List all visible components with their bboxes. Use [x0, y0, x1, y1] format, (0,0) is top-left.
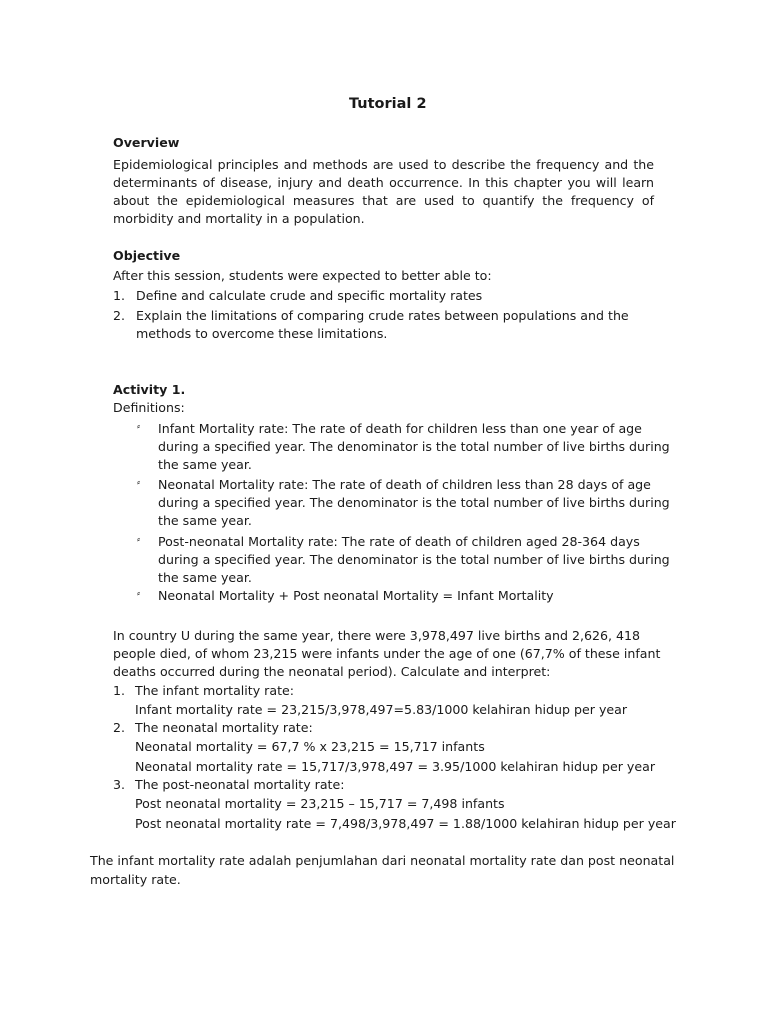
definition-1-line-3: the same year. — [158, 457, 252, 472]
question-2-number: 2. — [113, 720, 126, 735]
question-1-label: The infant mortality rate: — [135, 683, 295, 698]
definition-1-line-2: during a specified year. The denominator is the total number of live births during — [158, 439, 670, 454]
definition-4-line-1: Neonatal Mortality + Post neonatal Mortality = Infant Mortality — [158, 588, 554, 603]
overview-line-4: morbidity and mortality in a population. — [113, 211, 365, 226]
objective-item-2-text-line-1: Explain the limitations of comparing crude rates between populations and the — [136, 308, 629, 323]
overview-line-1: Epidemiological principles and methods are used to describe the frequency and the — [113, 157, 654, 172]
bullet-icon: ⸗ — [137, 422, 140, 432]
question-3-label: The post-neonatal mortality rate: — [135, 777, 345, 792]
definition-3-line-2: during a specified year. The denominator is the total number of live births during — [158, 552, 670, 567]
definition-1-line-1: Infant Mortality rate: The rate of death for children less than one year of age — [158, 421, 642, 436]
conclusion-line-2: mortality rate. — [90, 872, 181, 887]
definition-2-line-3: the same year. — [158, 513, 252, 528]
scenario-line-3: deaths occurred during the neonatal period). Calculate and interpret: — [113, 664, 551, 679]
scenario-line-2: people died, of whom 23,215 were infants under the age of one (67,7% of these infant — [113, 646, 661, 661]
question-2-answer-1: Neonatal mortality = 67,7 % x 23,215 = 15,717 infants — [135, 739, 485, 754]
definitions-label: Definitions: — [113, 400, 185, 415]
overview-line-3: about the epidemiological measures that are used to quantify the frequency of — [113, 193, 654, 208]
page-title: Tutorial 2 — [349, 96, 427, 112]
overview-heading: Overview — [113, 135, 180, 150]
question-3-number: 3. — [113, 777, 126, 792]
objective-item-1-text: Define and calculate crude and specific mortality rates — [136, 288, 483, 303]
question-3-answer-2: Post neonatal mortality rate = 7,498/3,978,497 = 1.88/1000 kelahiran hidup per year — [135, 816, 676, 831]
objective-intro: After this session, students were expected to better able to: — [113, 268, 492, 283]
overview-line-2: determinants of disease, injury and death occurrence. In this chapter you will learn — [113, 175, 654, 190]
objective-item-2-number: 2. — [113, 308, 126, 323]
definition-2-line-1: Neonatal Mortality rate: The rate of death of children less than 28 days of age — [158, 477, 651, 492]
objective-item-2-text-line-2: methods to overcome these limitations. — [136, 326, 388, 341]
question-2-label: The neonatal mortality rate: — [135, 720, 313, 735]
conclusion-line-1: The infant mortality rate adalah penjumlahan dari neonatal mortality rate dan post neonatal — [90, 853, 675, 868]
definition-2-line-2: during a specified year. The denominator is the total number of live births during — [158, 495, 670, 510]
bullet-icon: ⸗ — [137, 478, 140, 488]
definition-3-line-1: Post-neonatal Mortality rate: The rate of death of children aged 28-364 days — [158, 534, 640, 549]
bullet-icon: ⸗ — [137, 535, 140, 545]
definition-3-line-3: the same year. — [158, 570, 252, 585]
objective-item-1-number: 1. — [113, 288, 126, 303]
objective-heading: Objective — [113, 248, 181, 263]
question-1-number: 1. — [113, 683, 126, 698]
scenario-line-1: In country U during the same year, there were 3,978,497 live births and 2,626, 418 — [113, 628, 641, 643]
question-1-answer-1: Infant mortality rate = 23,215/3,978,497=5.83/1000 kelahiran hidup per year — [135, 702, 628, 717]
bullet-icon: ⸗ — [137, 589, 140, 599]
question-2-answer-2: Neonatal mortality rate = 15,717/3,978,497 = 3.95/1000 kelahiran hidup per year — [135, 759, 656, 774]
activity-heading: Activity 1. — [113, 382, 186, 397]
question-3-answer-1: Post neonatal mortality = 23,215 – 15,717 = 7,498 infants — [135, 796, 505, 811]
